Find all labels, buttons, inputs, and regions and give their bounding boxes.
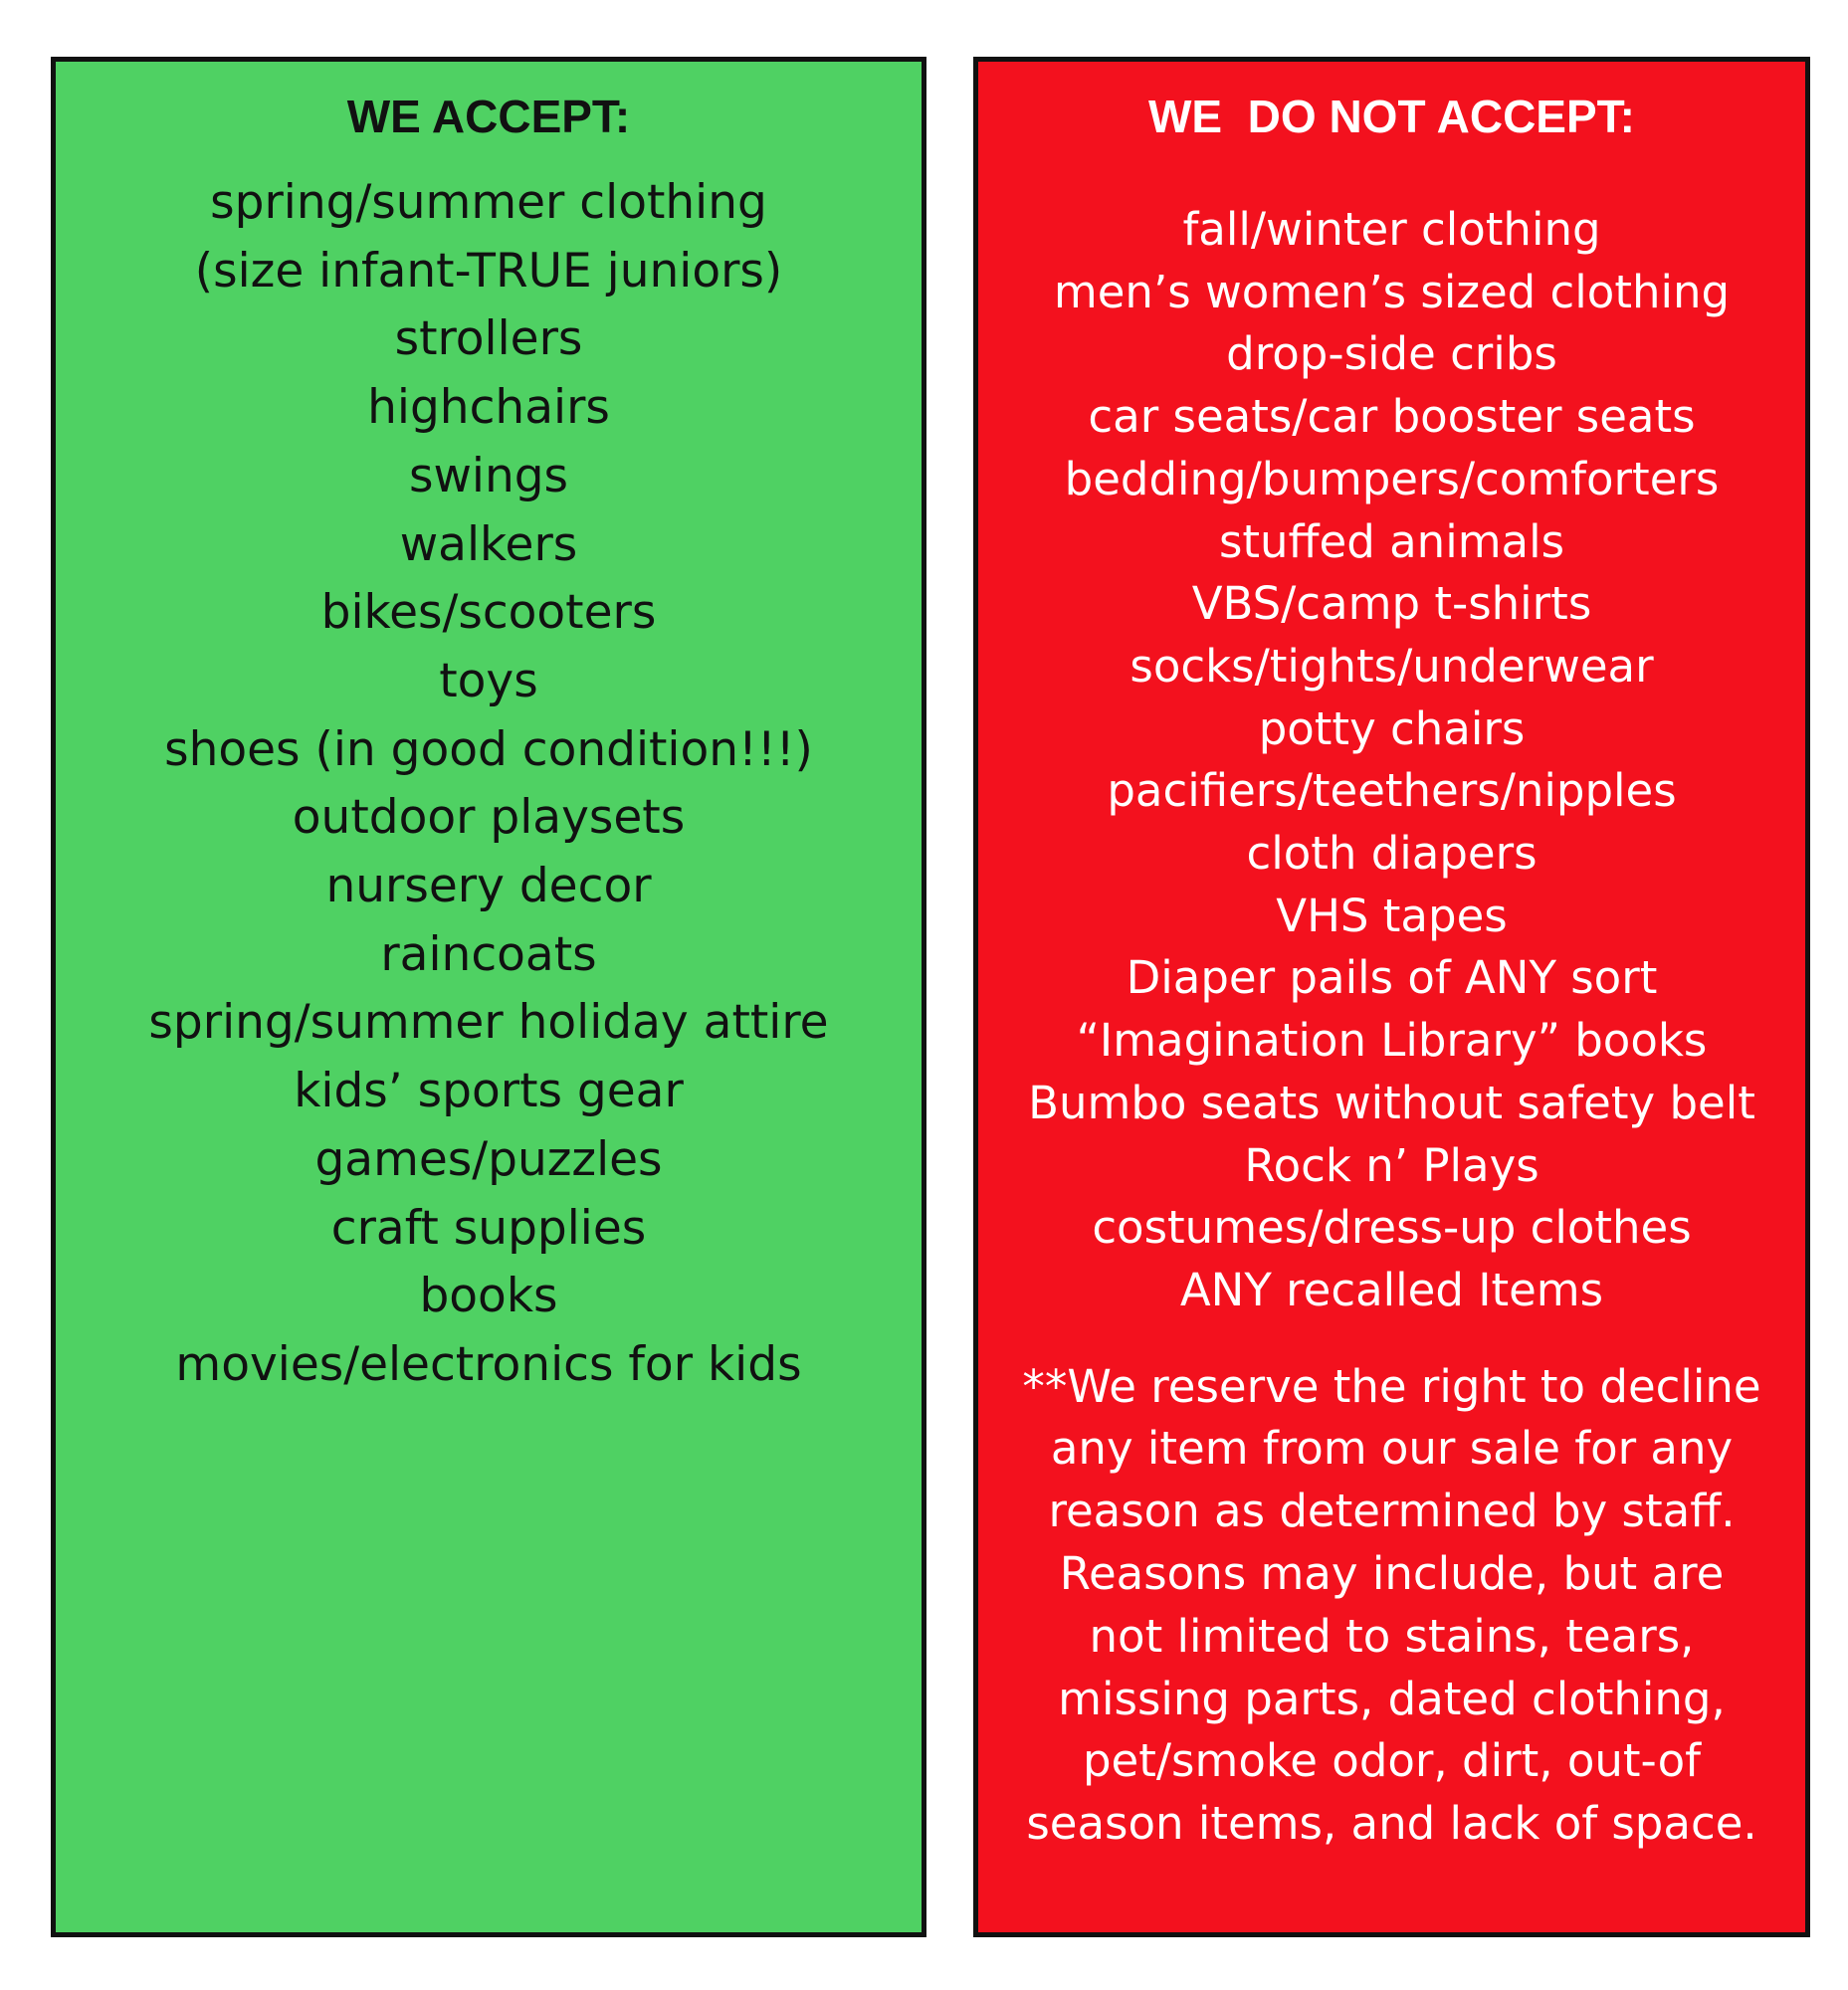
reject-panel — [973, 57, 1810, 1937]
disclaimer-line: not limited to stains, tears, — [1089, 1609, 1695, 1663]
disclaimer-line: pet/smoke odor, dirt, out-of — [1082, 1734, 1701, 1788]
accept-item: spring/summer clothing — [210, 175, 767, 230]
accept-item: outdoor playsets — [292, 790, 686, 846]
reject-item: bedding/bumpers/comforters — [1064, 452, 1720, 505]
reject-item: Bumbo seats without safety belt — [1028, 1076, 1755, 1129]
reject-item: stuffed animals — [1218, 514, 1565, 568]
reject-title: WE DO NOT ACCEPT: — [1148, 91, 1635, 142]
accept-item: kids’ sports gear — [294, 1064, 684, 1119]
reject-item: Rock n’ Plays — [1244, 1138, 1540, 1192]
accept-item: spring/summer holiday attire — [148, 995, 829, 1051]
reject-item: men’s women’s sized clothing — [1053, 265, 1731, 318]
reject-item: VBS/camp t-shirts — [1191, 577, 1592, 631]
accept-item: games/puzzles — [314, 1131, 663, 1187]
accept-item: walkers — [399, 516, 578, 572]
reject-item: Diaper pails of ANY sort — [1126, 951, 1658, 1005]
reject-item: ANY recalled Items — [1179, 1263, 1604, 1316]
accept-item: highchairs — [367, 380, 610, 436]
reject-item: VHS tapes — [1276, 889, 1508, 942]
accept-item: books — [419, 1269, 558, 1324]
accept-item: strollers — [394, 311, 583, 367]
disclaimer-line: any item from our sale for any — [1050, 1422, 1734, 1476]
reject-item: car seats/car booster seats — [1088, 390, 1696, 444]
reject-disclaimer — [978, 1356, 1805, 1856]
accept-list — [56, 169, 922, 1400]
reject-item: pacifiers/teethers/nipples — [1107, 764, 1677, 818]
accept-item: (size infant-TRUE juniors) — [194, 243, 783, 298]
accept-item: toys — [439, 653, 538, 708]
accept-item: nursery decor — [325, 859, 652, 914]
accept-panel — [51, 57, 926, 1937]
accept-title: WE ACCEPT: — [346, 91, 631, 142]
accept-item: swings — [408, 448, 569, 503]
accept-item: movies/electronics for kids — [175, 1336, 802, 1392]
accept-item: raincoats — [380, 926, 597, 982]
accept-item: bikes/scooters — [320, 585, 657, 641]
reject-item: costumes/dress-up clothes — [1092, 1201, 1692, 1255]
disclaimer-line: season items, and lack of space. — [1026, 1797, 1757, 1851]
reject-item: drop-side cribs — [1226, 327, 1557, 381]
accept-item: craft supplies — [330, 1200, 647, 1256]
reject-item: fall/winter clothing — [1182, 203, 1601, 256]
reject-item: potty chairs — [1258, 701, 1526, 755]
reject-item: socks/tights/underwear — [1129, 639, 1654, 693]
disclaimer-line: Reasons may include, but are — [1059, 1547, 1725, 1601]
disclaimer-line: **We reserve the right to decline — [1022, 1359, 1761, 1413]
reject-list — [978, 199, 1805, 1322]
reject-item: cloth diapers — [1246, 827, 1538, 881]
disclaimer-line: reason as determined by staff. — [1048, 1485, 1736, 1538]
reject-item: “Imagination Library” books — [1076, 1014, 1708, 1068]
disclaimer-line: missing parts, dated clothing, — [1058, 1672, 1726, 1725]
accept-item: shoes (in good condition!!!) — [164, 721, 813, 777]
